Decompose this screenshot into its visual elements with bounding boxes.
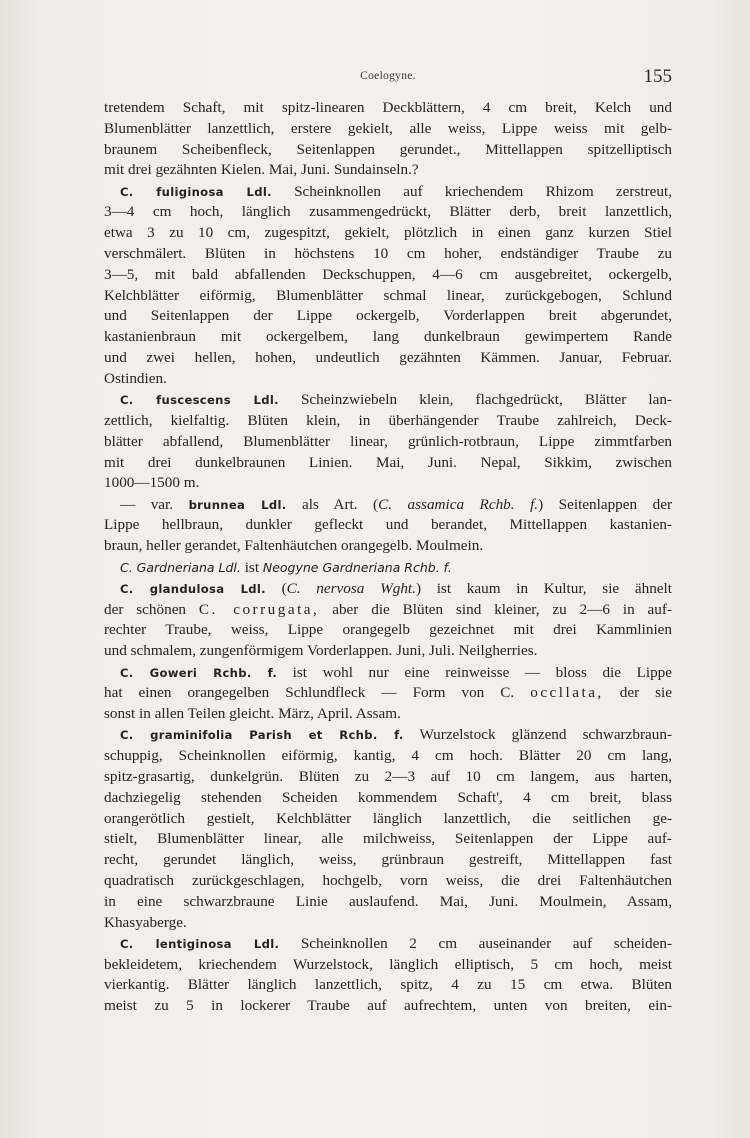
text-line: in eine schwarzbraune Linie auslaufend. Mai, Juni. Moulmein, Assam, <box>104 892 672 910</box>
paragraph-continuation <box>104 98 672 181</box>
species-entry-graminifolia <box>104 725 672 933</box>
running-title: Coelogyne. <box>360 70 416 82</box>
species-entry-lentiginosa <box>104 934 672 1017</box>
text-line: mit drei dunkelbraunen Linien. Mai, Juni. Nepal, Sikkim, zwischen <box>104 453 672 471</box>
text-line: Ostindien. <box>104 369 167 387</box>
text-line: der schönen C. corrugata, aber die Blüten sind kleiner, zu 2—6 in auf- <box>104 600 672 618</box>
synonym-name: C. Gardneriana Ldl. <box>120 559 241 575</box>
page-number: 155 <box>643 66 672 87</box>
text-line: meist zu 5 in lockerer Traube auf aufrechtem, unten von breiten, ein- <box>104 997 672 1015</box>
text-line: Lippe hellbraun, dunkler gefleckt und berandet, Mittellappen kastanien- <box>104 516 672 534</box>
text-line: verschmälert. Blüten in höchstens 10 cm hoher, endständiger Traube zu <box>104 245 672 263</box>
text-line: 3—5, mit bald abfallenden Deckschuppen, 4—6 cm ausgebreitet, ockergelb, <box>104 265 672 283</box>
text-line: rechter Traube, weiss, Lippe orangegelb gezeichnet mit drei Kammlinien <box>104 621 672 639</box>
variety-name: brunnea Ldl. <box>188 497 287 512</box>
text-line: orangerötlich gestielt, Kelchblätter länglich lanzettlich, die seitlichen ge- <box>104 809 672 827</box>
text-line: etwa 3 zu 10 cm, zugespitzt, gekielt, plötzlich in einen ganz kurzen Stiel <box>104 224 672 242</box>
species-name: C. fuliginosa Ldl. <box>120 184 272 199</box>
text-line: C. fuscescens Ldl. Scheinzwiebeln klein, flachgedrückt, Blätter lan- <box>120 391 672 409</box>
text-line: und Seitenlappen der Lippe ockergelb, Vorderlappen breit abgerundet, <box>104 307 672 325</box>
species-name: C. graminifolia Parish et Rchb. f. <box>120 728 404 743</box>
species-name: C. Goweri Rchb. f. <box>120 665 278 680</box>
text-line: Blumenblätter lanzettlich, erstere gekielt, alle weiss, Lippe weiss mit gelb- <box>104 119 672 137</box>
synonym-reference: C. assamica Rchb. f. <box>378 495 539 513</box>
text-line: braunem Scheibenfleck, Seitenlappen gerundet., Mittellappen spitzelliptisch <box>104 140 672 158</box>
text-line: 3—4 cm hoch, länglich zusammengedrückt, Blätter derb, breit lanzettlich, <box>104 203 672 221</box>
species-entry-fuliginosa <box>104 182 672 390</box>
species-entry-fuscescens <box>104 390 672 494</box>
spaced-species-name: occllata, <box>530 684 604 702</box>
species-name: C. glandulosa Ldl. <box>120 581 266 596</box>
text-line: C. lentiginosa Ldl. Scheinknollen 2 cm auseinander auf scheiden- <box>120 934 672 952</box>
text-line: spitz-grasartig, dunkelgrün. Blüten zu 2—3 auf 10 cm langem, aus harten, <box>104 768 672 785</box>
text-line: und schmalem, zungenförmigem Vorderlappen. Juni, Juli. Neilgherries. <box>104 642 538 660</box>
text-line: bekleidetem, kriechendem Wurzelstock, länglich elliptisch, 5 cm hoch, meist <box>104 955 672 973</box>
text-line: dachziegelig stehenden Scheiden kommendem Schaft', 4 cm breit, blass <box>104 788 672 806</box>
text-line: Kelchblätter eiförmig, Blumenblätter schmal linear, zurückgebogen, Schlund <box>104 286 672 304</box>
text-line: mit drei gezähnten Kielen. Mai, Juni. Sundainseln.? <box>104 161 419 179</box>
text-line: 1000—1500 m. <box>104 474 200 492</box>
text-line: sonst in allen Teilen gleicht. März, April. Assam. <box>104 705 401 723</box>
species-entry-glandulosa <box>104 579 672 662</box>
accepted-name: Neogyne Gardneriana Rchb. f. <box>262 559 452 575</box>
text-line: — var. brunnea Ldl. als Art. (C. assamica Rchb. f.) Seitenlappen der <box>120 495 672 513</box>
running-head <box>104 66 672 88</box>
text-line: C. Goweri Rchb. f. ist wohl nur eine reinweisse — bloss die Lippe <box>120 663 673 681</box>
text-line: tretendem Schaft, mit spitz-linearen Deckblättern, 4 cm breit, Kelch und <box>104 99 672 116</box>
text-line: kastanienbraun mit ockergelbem, lang dunkelbraun gewimpertem Rande <box>104 328 672 346</box>
text-line: und zwei hellen, hohen, undeutlich gezähnten Kämmen. Januar, Februar. <box>104 349 672 367</box>
text-line: stielt, Blumenblätter linear, alle milchweiss, Seitenlappen der Lippe auf- <box>104 830 672 848</box>
variety-entry-brunnea <box>104 495 672 557</box>
species-name: C. lentiginosa Ldl. <box>120 936 280 951</box>
page-body <box>104 98 672 1018</box>
text-line: C. graminifolia Parish et Rchb. f. Wurzelstock glänzend schwarzbraun- <box>120 726 672 744</box>
species-name: C. fuscescens Ldl. <box>120 393 279 408</box>
text-line: blätter abfallend, Blumenblätter linear, grünlich-rotbraun, Lippe zimmtfarben <box>104 432 672 450</box>
text-line: vierkantig. Blätter länglich lanzettlich, spitz, 4 zu 15 cm etwa. Blüten <box>104 976 672 994</box>
spaced-species-name: C. corrugata, <box>198 600 320 618</box>
text-line: C. glandulosa Ldl. (C. nervosa Wght.) ist kaum in Kultur, sie ähnelt <box>120 579 672 597</box>
synonym-entry-gardneriana <box>104 558 672 579</box>
species-entry-goweri <box>104 663 672 725</box>
text-line: schuppig, Scheinknollen eiförmig, kantig, 4 cm hoch. Blätter 20 cm lang, <box>104 747 672 765</box>
text-line: braun, heller gerandet, Faltenhäutchen orangegelb. Moulmein. <box>104 537 484 555</box>
text-line: hat einen orangegelben Schlundfleck — Form von C. occllata, der sie <box>104 684 673 702</box>
text-line: recht, gerundet länglich, weiss, grünbraun gestreift, Mittellappen fast <box>104 851 672 869</box>
text-line: quadratisch zurückgeschlagen, hochgelb, vorn weiss, die drei Faltenhäutchen <box>104 871 672 889</box>
text-line: Khasyaberge. <box>104 913 187 931</box>
synonym-reference: C. nervosa Wght. <box>286 579 416 597</box>
text-line: C. Gardneriana Ldl. ist Neogyne Gardneriana Rchb. f. <box>120 558 452 576</box>
text-line: C. fuliginosa Ldl. Scheinknollen auf kriechendem Rhizom zerstreut, <box>120 182 672 200</box>
text-line: zettlich, kielfaltig. Blüten klein, in überhängender Traube zahlreich, Deck- <box>104 411 672 429</box>
